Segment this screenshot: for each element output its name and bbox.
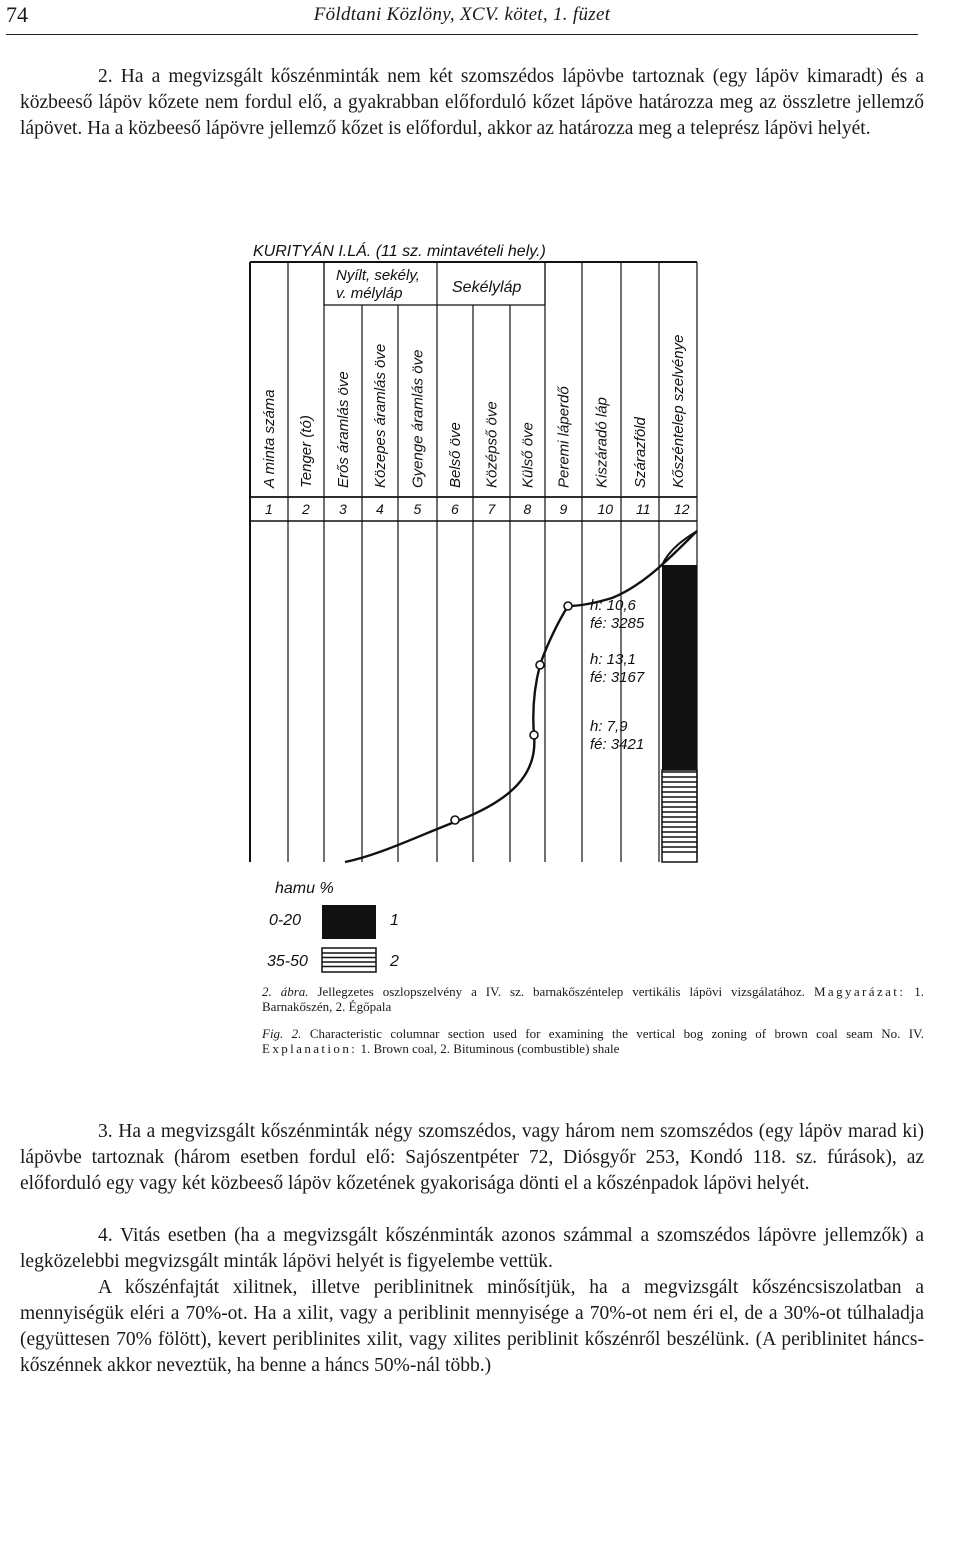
legend-range-1: 0-20 xyxy=(269,912,302,929)
column-number: 11 xyxy=(636,501,651,517)
legend-swatch-hatched xyxy=(322,948,376,972)
paragraph-5: A kőszénfajtát xilitnek, illetve periblinitnek minősítjük, ha a megvizsgált kőszéncsiszolatban a mennyiségük eléri a 70%-ot. Ha a xilit, vagy a periblinit mennyisége a 70%-ot nem éri el, de a 30%-ot túlhaladja (együttesen 70% fölött), kevert periblinites xilit, vagy xilites periblinit kőszénről beszélünk. (A periblinitet háncs-kőszénnek akkor neveztük, ha benne a háncs 50%-nál több.) xyxy=(20,1277,924,1376)
journal-title: Földtani Közlöny, XCV. kötet, 1. füzet xyxy=(313,4,611,25)
column-label: Tenger (tó) xyxy=(298,415,315,488)
caption-hu-legend-label: Magyarázat: xyxy=(813,984,906,999)
caption-hu-legend: 1. Barnakőszén, 2. Égőpala xyxy=(262,984,925,1014)
column-numbers xyxy=(265,501,690,517)
column-label: A minta száma xyxy=(261,389,278,488)
page-number: 74 xyxy=(6,2,28,27)
sample-point xyxy=(536,661,544,669)
column-number: 12 xyxy=(674,501,690,517)
annotation-h-3: h: 7,9 xyxy=(590,718,628,735)
coal-seam-column xyxy=(662,531,697,862)
column-number: 7 xyxy=(487,501,496,517)
column-number: 1 xyxy=(265,501,273,517)
caption-en-legend: 1. Brown coal, 2. Bituminous (combustible) shale xyxy=(360,1041,620,1056)
coal-seam-solid-band xyxy=(662,565,697,770)
column-number: 6 xyxy=(451,501,459,517)
legend-range-2: 35-50 xyxy=(267,953,308,970)
column-number: 3 xyxy=(339,501,347,517)
paragraph-2: 2. Ha a megvizsgált kőszénminták nem két szomszédos lápövbe tartoznak (egy lápöv kimaradt) és a közbeeső lápöv kőzete nem fordul elő, a gyakrabban előforduló kőzet lápöve határozza meg az összletre jellemző lápövet. Ha a közbeeső lápövre jellemző kőzet is előfordul, akkor az határozza meg a teleprész lápövi helyét. xyxy=(20,66,924,139)
column-label: Szárazföld xyxy=(632,417,649,488)
legend xyxy=(267,880,399,972)
group-label-open-line2: v. mélyláp xyxy=(336,285,403,302)
column-labels xyxy=(261,335,687,489)
group-label-shallow-bog: Sekélyláp xyxy=(452,279,522,296)
annotation-fe-3: fé: 3421 xyxy=(590,736,645,753)
figure-title: KURITYÁN I.LÁ. (11 sz. mintavételi hely.) xyxy=(253,243,546,260)
figure-caption-en xyxy=(262,1026,924,1056)
sample-point xyxy=(564,602,572,610)
figure-caption-hu xyxy=(262,984,924,1014)
hatch-frame xyxy=(662,770,697,862)
column-number: 10 xyxy=(597,501,614,517)
column-lines xyxy=(288,262,697,862)
annotation-h-2: h: 13,1 xyxy=(590,651,636,668)
paragraph-3: 3. Ha a megvizsgált kőszénminták négy szomszédos, vagy három nem szomszédos (egy lápöv marad ki) lápövbe tartoznak (három esetben fordul elő: Sajószentpéter 72, Diósgyőr 253, Kondó 118. sz. fúrások), az előforduló egy vagy két közbeeső lápöv kőzetének gyakorisága dönti el a kőszénpadok lápövi helyét. xyxy=(20,1121,924,1194)
shale-hatched-band xyxy=(662,770,697,862)
column-label: Kőszéntelep szelvénye xyxy=(670,334,687,488)
sample-point xyxy=(530,731,538,739)
annotation-fe-1: fé: 3285 xyxy=(590,615,645,632)
annotation-fe-2: fé: 3167 xyxy=(590,669,645,686)
column-label: Belső öve xyxy=(447,422,464,488)
legend-num-2: 2 xyxy=(390,953,399,970)
annotation-h-1: h: 10,6 xyxy=(590,597,636,614)
column-number: 5 xyxy=(413,501,422,517)
caption-en-legend-label: Explanation: xyxy=(262,1041,358,1056)
column-label: Középső öve xyxy=(483,401,501,488)
column-number: 9 xyxy=(559,501,568,517)
group-label-open-line1: Nyílt, sekély, xyxy=(336,267,420,284)
column-label: Erős áramlás öve xyxy=(335,371,352,488)
column-number: 8 xyxy=(523,501,532,517)
column-label: Gyenge áramlás öve xyxy=(409,349,427,488)
column-number: 2 xyxy=(302,501,310,517)
caption-en-lead: Fig. 2. xyxy=(262,1026,302,1041)
legend-swatch-solid xyxy=(322,905,376,939)
column-number: 4 xyxy=(376,501,384,517)
legend-title: hamu % xyxy=(275,880,334,897)
paragraph-4: 4. Vitás esetben (ha a megvizsgált kőszénminták azonos számmal a szomszédos lápövre jellemzők) a legközelebbi megvizsgált minták lápövi helyét is figyelembe vettük. xyxy=(20,1225,924,1272)
caption-hu-text: Jellegzetes oszlopszelvény a IV. sz. barnakőszéntelep vertikális lápövi vizsgálatához. xyxy=(317,984,805,999)
legend-num-1: 1 xyxy=(390,912,399,929)
column-label: Peremi láperdő xyxy=(555,386,573,488)
caption-hu-lead: 2. ábra. xyxy=(262,984,309,999)
column-label: Közepes áramlás öve xyxy=(372,343,389,488)
column-label: Külső öve xyxy=(519,422,537,488)
caption-en-text: Characteristic columnar section used for examining the vertical bog zoning of brown coal seam No. IV. xyxy=(309,1026,925,1041)
sample-point xyxy=(451,816,459,824)
column-label: Kiszáradó láp xyxy=(593,397,611,488)
